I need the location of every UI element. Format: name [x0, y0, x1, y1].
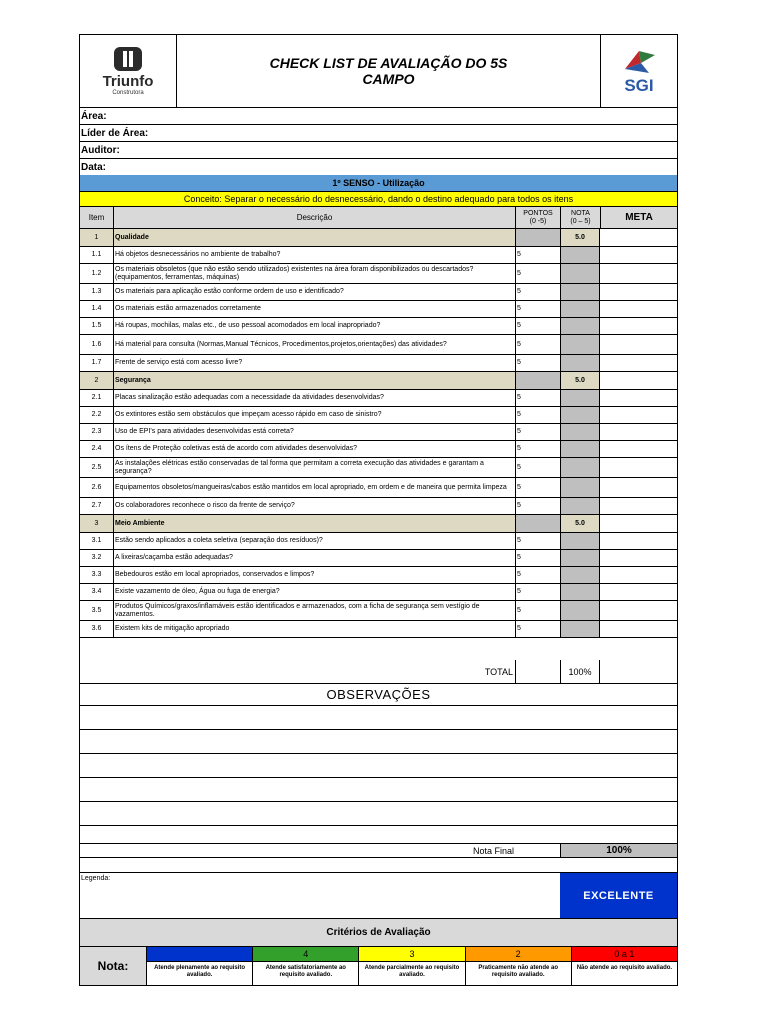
item-number: 1: [80, 229, 113, 246]
item-description: Os materiais para aplicação estão conforme ordem de uso e identificado?: [113, 284, 515, 300]
criterio-score: 3: [359, 947, 464, 962]
nota-final-label: Nota Final: [472, 845, 514, 856]
observacoes-line[interactable]: [80, 754, 677, 778]
sgi-logo-name: SGI: [624, 76, 654, 95]
nota-range: (0 – 5): [570, 217, 591, 225]
info-row: [80, 125, 677, 142]
item-nota: [560, 533, 600, 549]
item-pontos[interactable]: 5: [515, 533, 560, 549]
concept-text: Conceito: Separar o necessário do desnecessário, dando o destino adequado para todos os itens: [183, 194, 574, 204]
item-pontos[interactable]: 5: [515, 301, 560, 317]
table-row: [80, 584, 677, 601]
item-description: Existem kits de mitigação apropriado: [113, 621, 515, 637]
criterio-score: 2: [466, 947, 571, 962]
item-pontos[interactable]: 5: [515, 601, 560, 620]
concept-row: [80, 192, 677, 207]
triunfo-logo-sub: Construtora: [112, 90, 144, 96]
item-number: 3.4: [91, 588, 102, 595]
info-field-label: Área:: [81, 110, 107, 122]
total-pontos-cell: [515, 660, 560, 683]
item-pontos[interactable]: 5: [515, 318, 560, 334]
item-nota: [560, 621, 600, 637]
group-row: [80, 372, 677, 390]
info-row: [80, 159, 677, 176]
info-row: [80, 108, 677, 125]
triunfo-logo-icon: [113, 46, 143, 72]
criterio-description: Atende satisfatoriamente ao requisito avaliado.: [265, 965, 346, 978]
item-description: Os extintores estão sem obstáculos que impeçam acesso rápido em caso de sinistro?: [113, 407, 515, 423]
group-row: [80, 229, 677, 247]
item-description: Bebedouros estão em local apropriados, conservados e limpos?: [113, 567, 515, 583]
criterio-description: Atende parcialmente ao requisito avaliado.: [364, 965, 460, 978]
criterio-level: [358, 947, 464, 985]
item-description: As instalações elétricas estão conservadas de tal forma que permitam a correta execução das atividades e garantam a segurança?: [113, 458, 515, 477]
section-title-row: [80, 175, 677, 192]
criterios-title: Critérios de Avaliação: [326, 927, 431, 938]
observacoes-line[interactable]: [80, 802, 677, 826]
table-row: [80, 533, 677, 550]
item-number: 1.3: [91, 288, 102, 295]
criterios-levels-row: [80, 947, 677, 985]
item-pontos[interactable]: 5: [515, 355, 560, 371]
checklist-sheet: [79, 34, 678, 986]
nota-final-value: 100%: [560, 844, 677, 857]
group-nota: 5.0: [560, 229, 600, 246]
observacoes-title-row: [80, 684, 677, 706]
sgi-logo-icon: [619, 47, 659, 77]
title-cell: [176, 35, 600, 107]
item-nota: [560, 355, 600, 371]
item-description: Os ítens de Proteção coletivas está de acordo com atividades desenvolvidas?: [113, 441, 515, 457]
item-description: Há objetos desnecessários no ambiente de trabalho?: [113, 247, 515, 263]
criterio-description: Não atende ao requisito avaliado.: [576, 965, 673, 971]
item-nota: [560, 601, 600, 620]
group-row: [80, 515, 677, 533]
observacoes-title: OBSERVAÇÕES: [326, 687, 431, 702]
table-row: [80, 550, 677, 567]
table-row: [80, 601, 677, 621]
col-nota-header: [560, 207, 600, 228]
group-label: Meio Ambiente: [113, 515, 515, 532]
spacer-row: [80, 858, 677, 873]
item-description: Placas sinalização estão adequadas com a necessidade da atividades desenvolvidas?: [113, 390, 515, 406]
item-nota: [560, 441, 600, 457]
item-number: 1.2: [91, 269, 102, 277]
item-number: 2.2: [91, 411, 102, 418]
item-description: Há roupas, mochilas, malas etc., de uso pessoal acomodados em local inapropriado?: [113, 318, 515, 334]
item-number: 1.4: [91, 305, 102, 312]
table-row: [80, 478, 677, 498]
item-number: 1.1: [91, 251, 102, 258]
sgi-logo: [600, 35, 677, 107]
table-row: [80, 264, 677, 284]
item-nota: [560, 247, 600, 263]
criterio-score: 5: [147, 947, 252, 962]
item-pontos[interactable]: 5: [515, 498, 560, 514]
group-label: Segurança: [113, 372, 515, 389]
table-row: [80, 567, 677, 584]
observacoes-line[interactable]: [80, 730, 677, 754]
item-description: Produtos Químicos/graxos/inflamáveis estão identificados e armazenados, com a ficha de segurança sem vestígio de vazamentos.: [113, 601, 515, 620]
item-description: Existe vazamento de óleo, Água ou fuga de energia?: [113, 584, 515, 600]
item-pontos[interactable]: 5: [515, 264, 560, 283]
col-meta-header: META: [600, 207, 677, 228]
item-pontos[interactable]: 5: [515, 458, 560, 477]
triunfo-logo-name: Triunfo: [102, 73, 154, 90]
item-description: A lixeiras/caçamba estão adequadas?: [113, 550, 515, 566]
nota-final-row: [80, 844, 677, 858]
item-nota: [560, 264, 600, 283]
item-pontos[interactable]: 5: [515, 335, 560, 354]
table-row: [80, 301, 677, 318]
item-pontos[interactable]: 5: [515, 550, 560, 566]
total-value: 100%: [560, 660, 600, 683]
item-number: 2.7: [91, 502, 102, 509]
item-number: 2.5: [91, 463, 102, 471]
col-item-header: Item: [88, 213, 105, 222]
header-row: [80, 35, 677, 108]
item-nota: [560, 390, 600, 406]
pontos-range: (0 -5): [529, 217, 547, 225]
table-row: [80, 441, 677, 458]
item-number: 2: [80, 372, 113, 389]
item-number: 2.1: [91, 394, 102, 401]
item-pontos[interactable]: [515, 372, 560, 389]
criterio-level: [252, 947, 358, 985]
title-line-2: CAMPO: [362, 71, 415, 87]
item-pontos[interactable]: 5: [515, 567, 560, 583]
item-description: Há material para consulta (Normas,Manual Técnicos, Procedimentos,projetos,orientações) das atividades?: [113, 335, 515, 354]
item-nota: [560, 407, 600, 423]
item-nota: [560, 458, 600, 477]
observacoes-line[interactable]: [80, 778, 677, 802]
section-title: 1º SENSO - Utilização: [332, 178, 425, 188]
item-pontos[interactable]: [515, 515, 560, 532]
item-pontos[interactable]: 5: [515, 584, 560, 600]
item-description: Uso de EPI's para atividades desenvolvidas está correta?: [113, 424, 515, 440]
item-pontos[interactable]: [515, 229, 560, 246]
col-descricao-header: Descrição: [113, 207, 515, 228]
legenda-label: Legenda:: [81, 875, 111, 882]
legenda-result-badge: EXCELENTE: [560, 873, 677, 918]
title-line-1: CHECK LIST DE AVALIAÇÃO DO 5S: [269, 55, 508, 71]
item-pontos[interactable]: 5: [515, 478, 560, 497]
item-description: Os materiais obsoletos (que não estão sendo utilizados) existentes na área foram disponibilizados ou descartados? (equipamentos, ferramentas, máquinas): [113, 264, 515, 283]
pontos-label: PONTOS: [523, 209, 553, 217]
nota-label: NOTA: [571, 209, 590, 217]
col-pontos-header: [515, 207, 560, 228]
triunfo-logo: [80, 35, 176, 107]
legenda-row: [80, 873, 677, 919]
item-number: 2.6: [91, 483, 102, 491]
item-pontos[interactable]: 5: [515, 424, 560, 440]
group-nota: 5.0: [560, 372, 600, 389]
item-number: 3.5: [91, 606, 102, 614]
group-label: Qualidade: [113, 229, 515, 246]
table-row: [80, 390, 677, 407]
item-pontos[interactable]: 5: [515, 407, 560, 423]
item-nota: [560, 318, 600, 334]
table-row: [80, 458, 677, 478]
item-pontos[interactable]: 5: [515, 284, 560, 300]
item-nota: [560, 478, 600, 497]
table-row: [80, 498, 677, 515]
table-row: [80, 424, 677, 441]
item-number: 3: [80, 515, 113, 532]
item-number: 3.6: [91, 625, 102, 632]
item-nota: [560, 498, 600, 514]
item-description: Os materiais estão armazenados corretamente: [113, 301, 515, 317]
item-description: Frente de serviço está com acesso livre?: [113, 355, 515, 371]
item-description: Equipamentos obsoletos/mangueiras/cabos estão mantidos em local apropriado, em ordem e de maneira que permita limpeza: [113, 478, 515, 497]
observacoes-line[interactable]: [80, 706, 677, 730]
item-pontos[interactable]: 5: [515, 390, 560, 406]
table-row: [80, 318, 677, 335]
criterio-description: Atende plenamente ao requisito avaliado.: [154, 965, 246, 978]
item-number: 3.2: [91, 554, 102, 561]
item-nota: [560, 335, 600, 354]
group-nota: 5.0: [560, 515, 600, 532]
item-number: 1.5: [91, 322, 102, 329]
criterio-level: [571, 947, 677, 985]
item-nota: [560, 550, 600, 566]
criterio-level: [465, 947, 571, 985]
table-row: [80, 335, 677, 355]
criterio-score: 4: [253, 947, 358, 962]
criterio-score: 0 a 1: [572, 947, 677, 962]
table-row: [80, 621, 677, 638]
item-nota: [560, 584, 600, 600]
observacoes-line[interactable]: [80, 826, 677, 844]
table-row: [80, 247, 677, 264]
table-row: [80, 284, 677, 301]
table-header-row: [80, 207, 677, 229]
total-row: [80, 660, 677, 684]
item-number: 2.4: [91, 445, 102, 452]
criterio-level: [146, 947, 252, 985]
item-number: 1.7: [91, 359, 102, 366]
info-row: [80, 142, 677, 159]
table-row: [80, 407, 677, 424]
criterio-description: Praticamente não atende ao requisito avaliado.: [478, 965, 559, 978]
info-field-label: Líder de Área:: [81, 127, 149, 139]
info-field-label: Auditor:: [81, 144, 120, 156]
info-field-label: Data:: [81, 161, 107, 173]
item-number: 2.3: [91, 428, 102, 435]
item-nota: [560, 284, 600, 300]
item-description: Estão sendo aplicados a coleta seletiva (separação dos resíduos)?: [113, 533, 515, 549]
item-pontos[interactable]: 5: [515, 621, 560, 637]
item-nota: [560, 301, 600, 317]
item-number: 3.1: [91, 537, 102, 544]
total-label: TOTAL: [484, 666, 513, 677]
criterios-title-row: [80, 919, 677, 947]
item-nota: [560, 567, 600, 583]
item-description: Os colaboradores reconhece o risco da frente de serviço?: [113, 498, 515, 514]
nota-label-cell: Nota:: [80, 947, 146, 985]
item-pontos[interactable]: 5: [515, 247, 560, 263]
item-number: 1.6: [91, 340, 102, 348]
item-number: 3.3: [91, 571, 102, 578]
item-nota: [560, 424, 600, 440]
item-pontos[interactable]: 5: [515, 441, 560, 457]
table-row: [80, 355, 677, 372]
